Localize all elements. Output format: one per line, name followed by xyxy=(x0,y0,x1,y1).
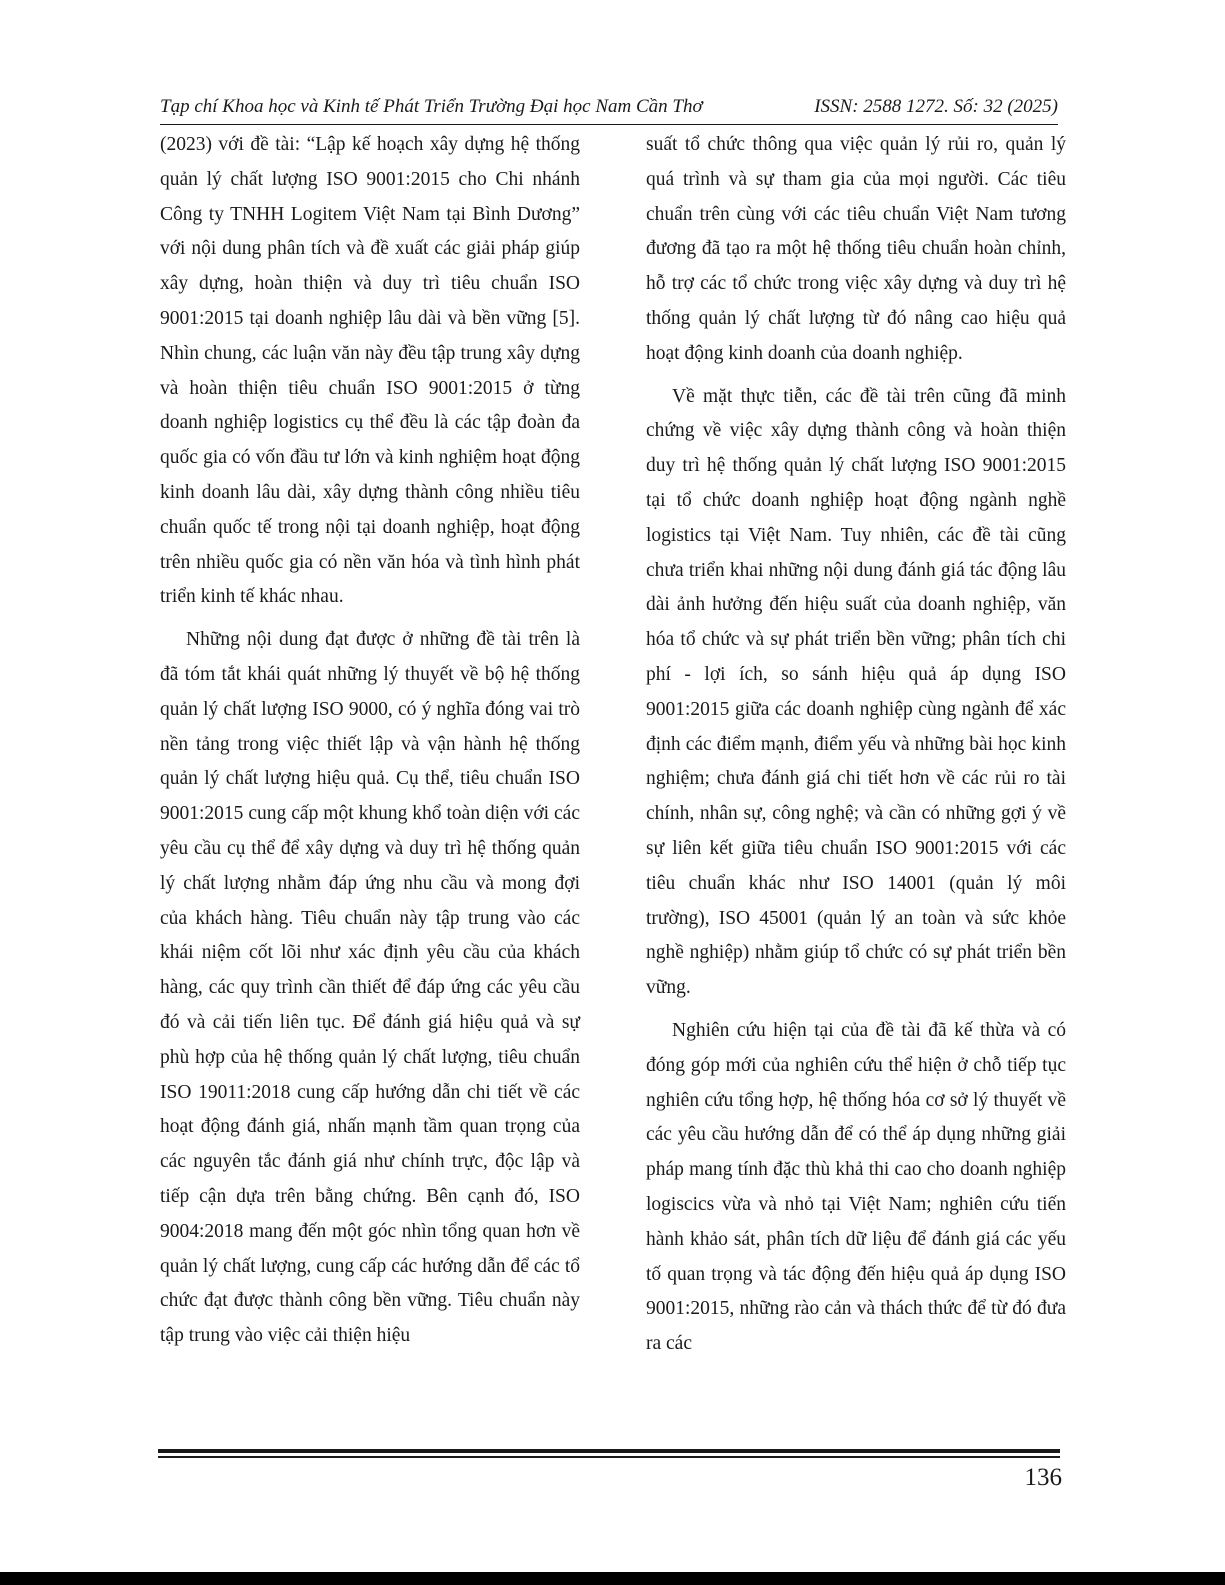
paragraph: Những nội dung đạt được ở những đề tài trên là đã tóm tắt khái quát những lý thuyết về bộ hệ thống quản lý chất lượng ISO 9000, có ý nghĩa đóng vai trò nền tảng trong việc thiết lập và vận hành hệ thống quản lý chất lượng hiệu quả. Cụ thể, tiêu chuẩn ISO 9001:2015 cung cấp một khung khổ toàn diện với các yêu cầu cụ thể để xây dựng và duy trì hệ thống quản lý chất lượng nhằm đáp ứng nhu cầu và mong đợi của khách hàng. Tiêu chuẩn này tập trung vào các khái niệm cốt lõi như xác định yêu cầu của khách hàng, các quy trình cần thiết để đáp ứng các yêu cầu đó và cải tiến liên tục. Để đánh giá hiệu quả và sự phù hợp của hệ thống quản lý chất lượng, tiêu chuẩn ISO 19011:2018 cung cấp hướng dẫn chi tiết về các hoạt động đánh giá, nhấn mạnh tầm quan trọng của các nguyên tắc đánh giá như chính trực, độc lập và tiếp cận dựa trên bằng chứng. Bên cạnh đó, ISO 9004:2018 mang đến một góc nhìn tổng quan hơn về quản lý chất lượng, cung cấp các hướng dẫn để các tổ chức đạt được thành công bền vững. Tiêu chuẩn này tập trung vào việc cải thiện hiệu xyxy=(160,629,580,1347)
issn-issue: ISSN: 2588 1272. Số: 32 (2025) xyxy=(814,96,1058,117)
header-rule xyxy=(160,124,1058,125)
page-number: 136 xyxy=(1024,1464,1062,1491)
paragraph: suất tổ chức thông qua việc quản lý rủi ro, quản lý quá trình và sự tham gia của mọi người. Các tiêu chuẩn trên cùng với các tiêu chuẩn Việt Nam tương đương đã tạo ra một hệ thống tiêu chuẩn hoàn chỉnh, hỗ trợ các tổ chức trong việc xây dựng và duy trì hệ thống quản lý chất lượng từ đó nâng cao hiệu quả hoạt động kinh doanh của doanh nghiệp. xyxy=(646,134,1066,364)
left-column xyxy=(160,128,580,1362)
footer-rule-thin xyxy=(158,1456,1060,1458)
paragraph: Nghiên cứu hiện tại của đề tài đã kế thừa và có đóng góp mới của nghiên cứu thể hiện ở chỗ tiếp tục nghiên cứu tổng hợp, hệ thống hóa cơ sở lý thuyết về các yêu cầu hướng dẫn để có thể áp dụng những giải pháp mang tính đặc thù khả thi cao cho doanh nghiệp logiscics vừa và nhỏ tại Việt Nam; nghiên cứu tiến hành khảo sát, phân tích dữ liệu để đánh giá các yếu tố quan trọng và tác động đến hiệu quả áp dụng ISO 9001:2015, những rào cản và thách thức để từ đó đưa ra các xyxy=(646,1019,1066,1355)
paragraph: Về mặt thực tiễn, các đề tài trên cũng đã minh chứng về việc xây dựng thành công và hoàn thiện duy trì hệ thống quản lý chất lượng ISO 9001:2015 tại tổ chức doanh nghiệp hoạt động ngành nghề logistics tại Việt Nam. Tuy nhiên, các đề tài cũng chưa triển khai những nội dung đánh giá tác động lâu dài ảnh hưởng đến hiệu suất của doanh nghiệp, văn hóa tổ chức và sự phát triển bền vững; phân tích chi phí - lợi ích, so sánh hiệu quả áp dụng ISO 9001:2015 giữa các doanh nghiệp cùng ngành để xác định các điểm mạnh, điểm yếu và những bài học kinh nghiệm; chưa đánh giá chi tiết hơn về các rủi ro tài chính, nhân sự, công nghệ; và cần có những gợi ý về sự liên kết giữa tiêu chuẩn ISO 9001:2015 với các tiêu chuẩn khác như ISO 14001 (quản lý môi trường), ISO 45001 (quản lý an toàn và sức khỏe nghề nghiệp) nhằm giúp tổ chức có sự phát triển bền vững. xyxy=(646,385,1066,999)
paragraph: (2023) với đề tài: “Lập kế hoạch xây dựng hệ thống quản lý chất lượng ISO 9001:2015 cho Chi nhánh Công ty TNHH Logitem Việt Nam tại Bình Dương” với nội dung phân tích và đề xuất các giải pháp giúp xây dựng, hoàn thiện và duy trì tiêu chuẩn ISO 9001:2015 tại doanh nghiệp lâu dài và bền vững [5]. Nhìn chung, các luận văn này đều tập trung xây dựng và hoàn thiện tiêu chuẩn ISO 9001:2015 ở từng doanh nghiệp logistics cụ thể đều là các tập đoàn đa quốc gia có vốn đầu tư lớn và kinh nghiệm hoạt động kinh doanh lâu dài, xây dựng thành công nhiều tiêu chuẩn quốc tế trong nội tại doanh nghiệp, hoạt động trên nhiều quốc gia có nền văn hóa và tình hình phát triển kinh tế khác nhau. xyxy=(160,134,580,608)
running-header xyxy=(160,94,1058,124)
right-column xyxy=(646,128,1066,1370)
scan-border xyxy=(0,1572,1225,1585)
journal-title: Tạp chí Khoa học và Kinh tế Phát Triển Trường Đại học Nam Cần Thơ xyxy=(160,96,703,117)
footer-rule-thick xyxy=(158,1449,1060,1453)
